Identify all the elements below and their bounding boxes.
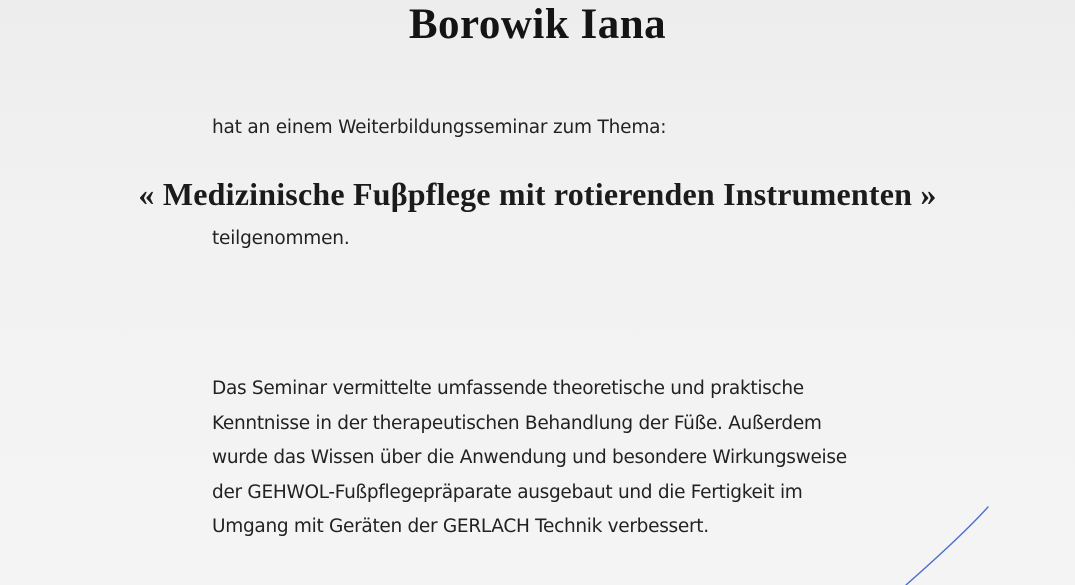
description-line: Umgang mit Geräten der GERLACH Technik verbessert. [212, 516, 709, 537]
seminar-description [212, 372, 972, 545]
signature-stroke [900, 505, 1000, 585]
participation-text: teilgenommen. [212, 228, 350, 249]
description-line: wurde das Wissen über die Anwendung und besondere Wirkungsweise [212, 447, 847, 468]
recipient-name: Borowik Iana [408, 1, 667, 48]
description-line: Kenntnisse in der therapeutischen Behandlung der Füße. Außerdem [212, 412, 822, 434]
description-line: der GEHWOL-Fußpflegepräparate ausgebaut und die Fertigkeit im [212, 481, 803, 503]
seminar-topic: « Medizinische Fuβpflege mit rotierenden Instrumenten » [138, 176, 937, 212]
seminar-intro-text: hat an einem Weiterbildungsseminar zum Thema: [212, 117, 667, 138]
description-line: Das Seminar vermittelte umfassende theoretische und praktische [212, 378, 804, 399]
